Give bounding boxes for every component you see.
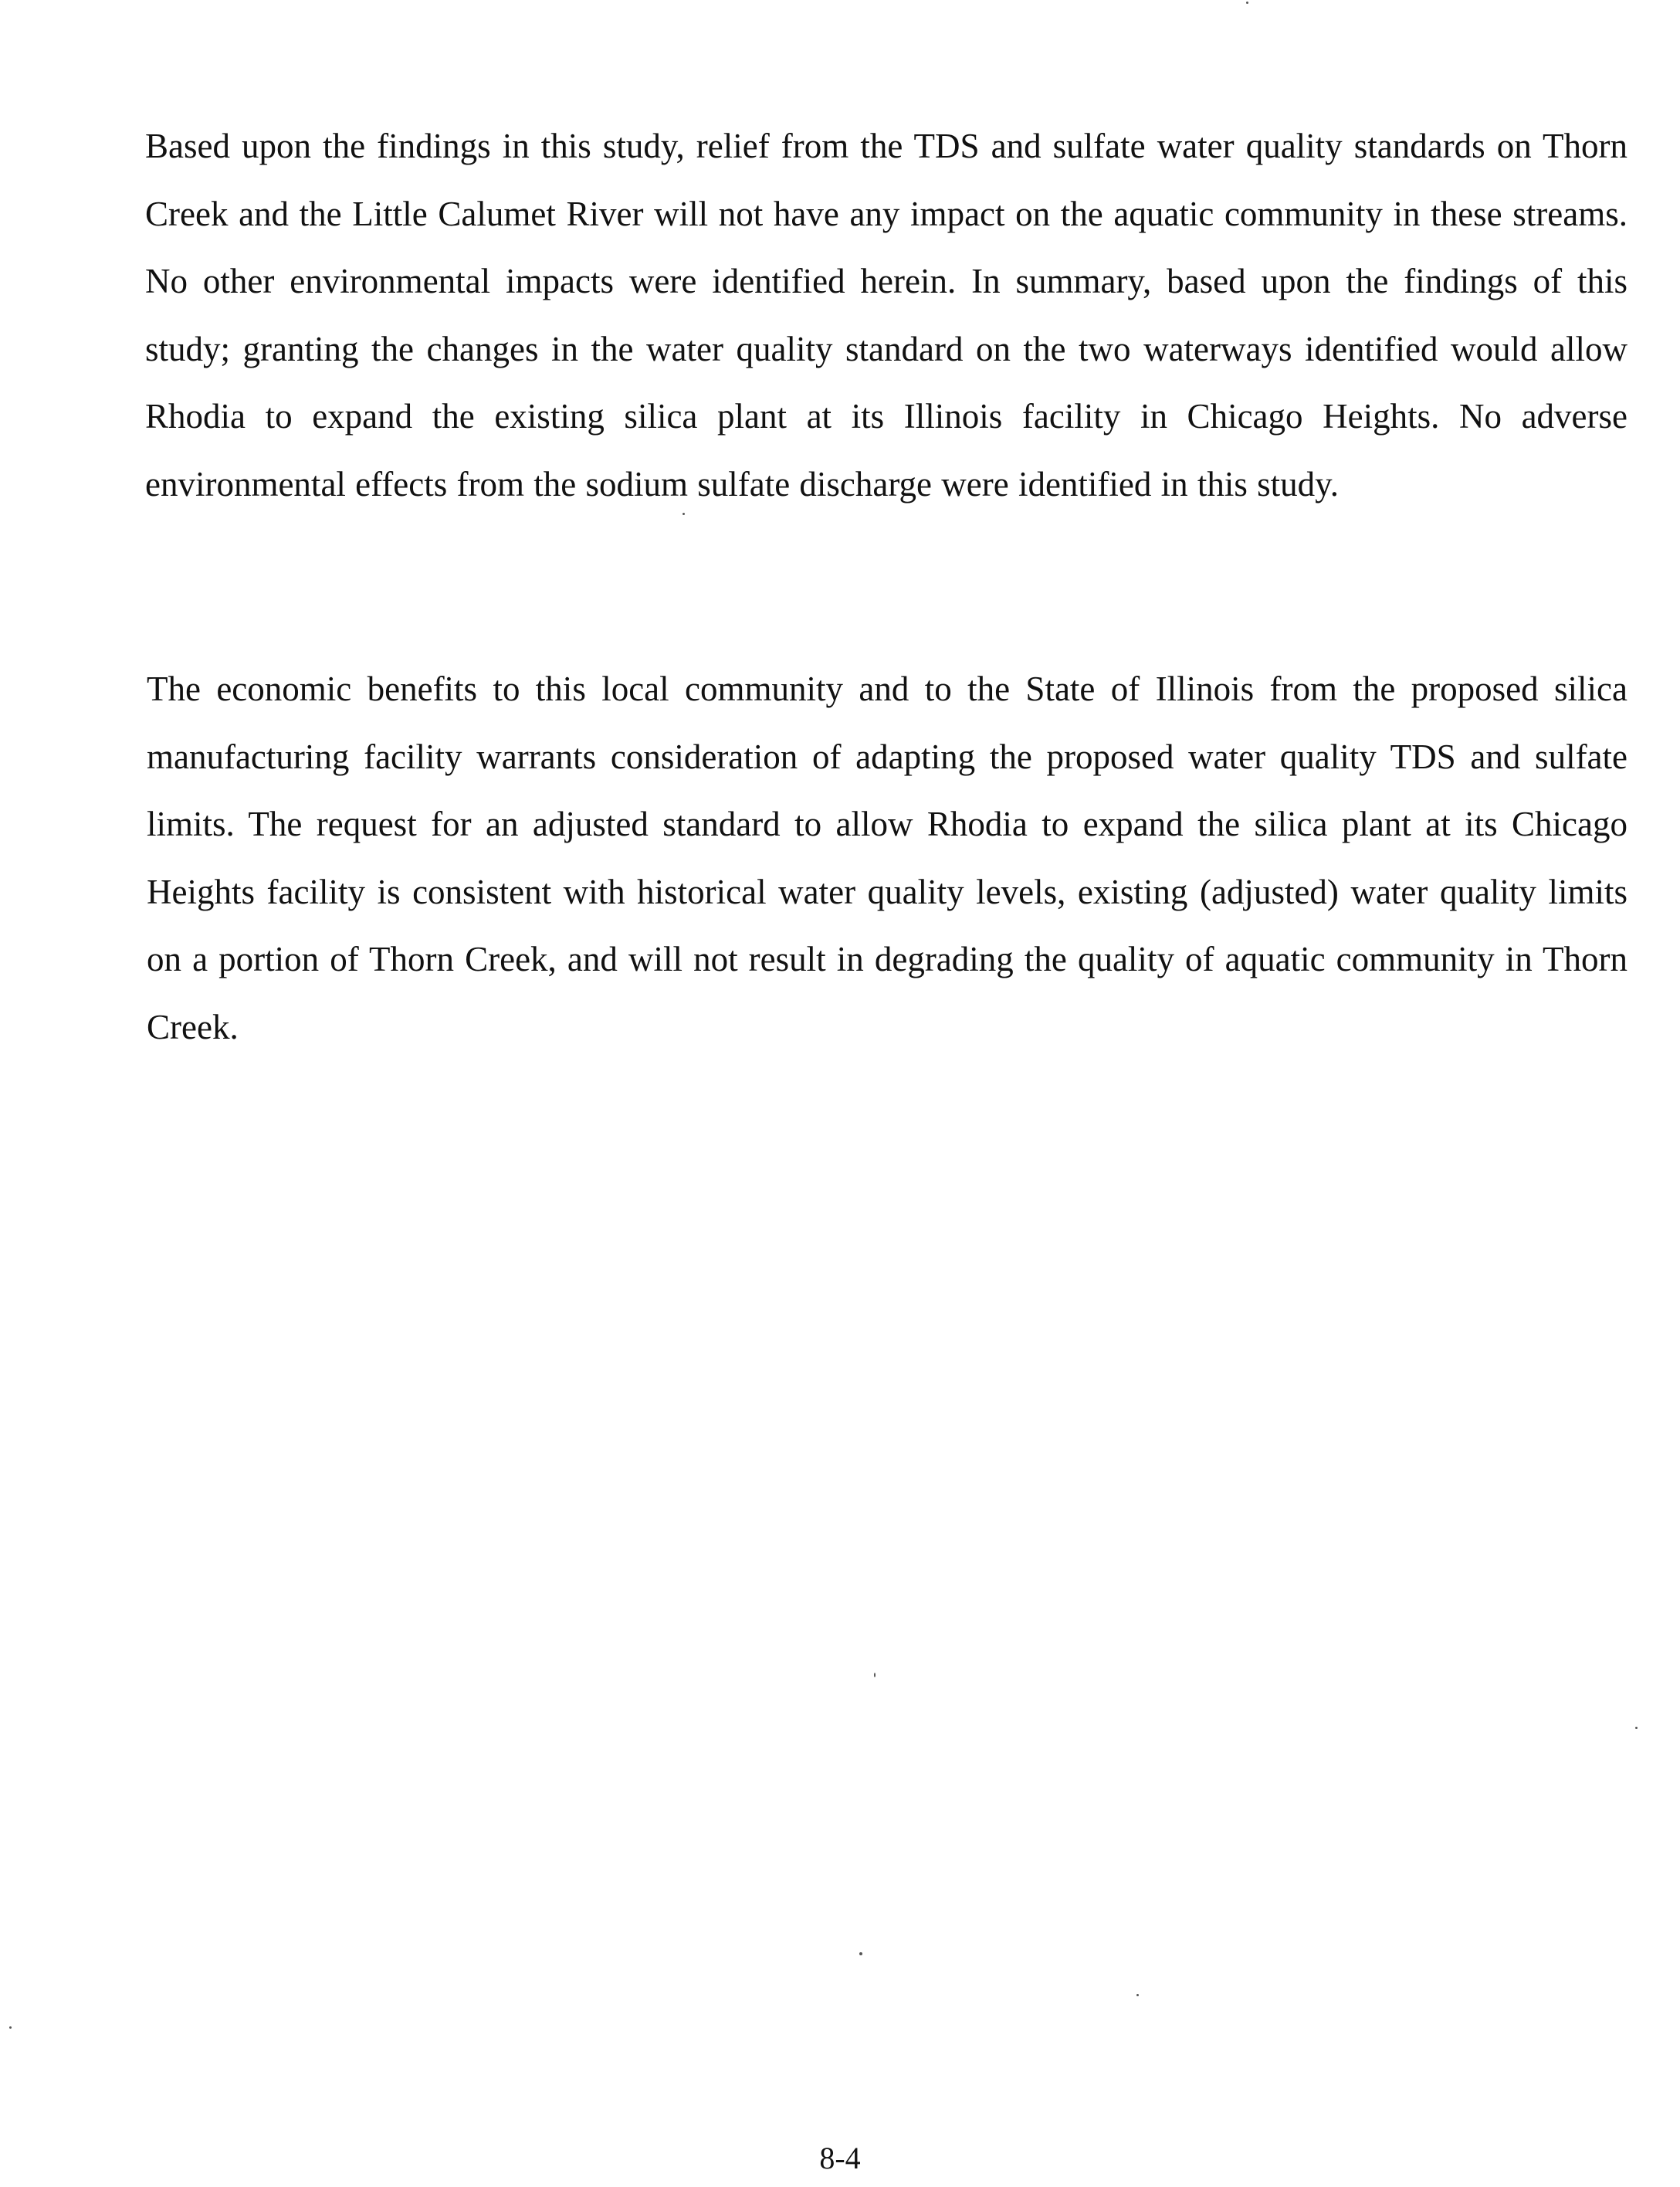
scan-speck (874, 1673, 876, 1677)
scan-speck (1635, 1727, 1638, 1729)
scan-speck (1136, 1994, 1139, 1996)
page-number: 8-4 (819, 2141, 861, 2175)
scan-speck (859, 1952, 862, 1955)
scan-speck (682, 513, 685, 515)
scan-speck (1246, 2, 1248, 4)
body-paragraph-findings: Based upon the findings in this study, relief from the TDS and sulfate water quality standards on Thorn Creek and the Little Calumet River will not have any impact on the aquatic community in these streams. No other environmental impacts were identified herein. In summary, based upon the findings of this study; granting the changes in the water quality standard on the two waterways identified would allow Rhodia to expand the existing silica plant at its Illinois facility in Chicago Heights. No adverse environmental effects from the sodium sulfate discharge were identified in this study. (145, 127, 1628, 504)
body-paragraph-economic-benefits: The economic benefits to this local community and to the State of Illinois from the proposed silica manufacturing facility warrants consideration of adapting the proposed water quality TDS and sulfate limits. The request for an adjusted standard to allow Rhodia to expand the silica plant at its Chicago Heights facility is consistent with historical water quality levels, existing (adjusted) water quality limits on a portion of Thorn Creek, and will not result in degrading the quality of aquatic community in Thorn Creek. (147, 670, 1628, 1046)
scan-speck (9, 2026, 12, 2029)
